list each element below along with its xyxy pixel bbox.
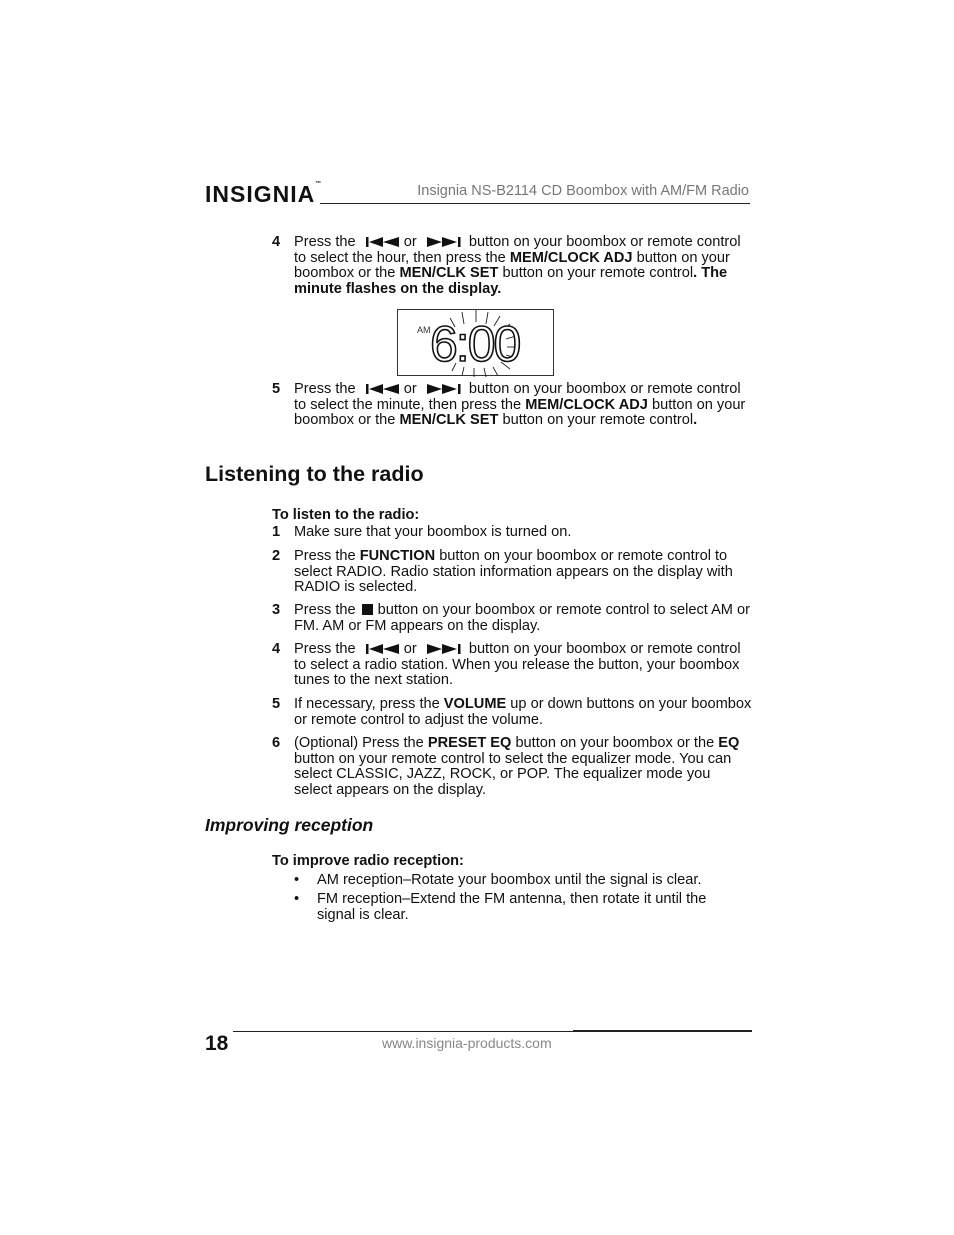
step-text: Press the [294, 381, 356, 397]
step-text: button on your remote control to select the equalizer mode. You can select CLASSIC, JAZZ, ROCK, or POP. The equalizer mode you select appears on the display. [294, 750, 732, 799]
or-text: or [403, 234, 417, 250]
step-text: Press the [294, 548, 356, 564]
bullet-text: FM reception–Extend the FM antenna, then rotate it until the signal is clear. [317, 891, 707, 923]
subsection-title: Improving reception [205, 815, 374, 835]
step-number: 1 [272, 524, 281, 540]
list-item [294, 873, 744, 889]
flash-note: . The minute flashes on the display. [294, 265, 728, 298]
step-text: button on your boombox or the [294, 396, 746, 429]
insignia-logo [205, 181, 321, 208]
step-number: 4 [272, 641, 281, 657]
step-text: button on your remote control [502, 412, 694, 429]
clock-step-4 [272, 235, 752, 298]
radio-step-6 [272, 736, 752, 799]
step-text: button on your boombox or remote control to select RADIO. Radio station information appears on the display with RADIO is selected. [294, 548, 733, 596]
preset-eq-label: PRESET EQ [427, 735, 512, 751]
bullet-text: AM reception–Rotate your boombox until the signal is clear. [317, 872, 702, 888]
footer-rule [233, 1031, 573, 1032]
step-number: 5 [272, 696, 281, 712]
step-text: button on your remote control [502, 265, 694, 282]
radio-step-5 [272, 697, 752, 728]
skip-forward-icon [427, 384, 461, 394]
radio-step-1 [272, 525, 752, 541]
stop-icon [362, 604, 373, 615]
radio-step-2 [272, 549, 752, 596]
skip-back-icon [366, 384, 400, 394]
step-text: button on your boombox or remote control to select a radio station. When you release the button, your boombox tunes to the next station. [294, 641, 741, 689]
men-clk-set-label: MEN/CLK SET [399, 265, 499, 282]
mem-clock-adj-label: MEM/CLOCK ADJ [509, 249, 633, 266]
step-number: 6 [272, 735, 281, 751]
subsection-lead: To improve radio reception: [272, 853, 464, 869]
step-text: button on your boombox or remote control to select the minute, then press the [294, 381, 741, 413]
period: . [693, 412, 698, 429]
section-lead: To listen to the radio: [272, 507, 420, 523]
step-text: Press the [294, 641, 356, 657]
step-text: Press the [294, 234, 356, 250]
step-text: button on your boombox or the [294, 249, 730, 282]
footer-url: www.insignia-products.com [382, 1035, 552, 1051]
step-text: button on your boombox or the [515, 735, 715, 751]
step-text: Press the [294, 602, 356, 618]
logo-text: INSIGNIA [205, 181, 316, 207]
list-item [294, 892, 744, 923]
step-number: 5 [272, 381, 281, 397]
header-rule [320, 203, 750, 204]
page-number: 18 [205, 1032, 229, 1055]
step-text: Make sure that your boombox is turned on. [294, 524, 572, 540]
clock-time: 6:00 [430, 316, 520, 372]
step-text: up or down buttons on your boombox or remote control to adjust the volume. [294, 696, 752, 728]
radio-step-3 [272, 603, 752, 634]
skip-forward-icon [427, 644, 461, 654]
footer-rule-thick [573, 1030, 752, 1032]
step-number: 4 [272, 234, 281, 250]
men-clk-set-label: MEN/CLK SET [399, 412, 499, 429]
step-number: 2 [272, 548, 281, 564]
eq-label: EQ [718, 735, 740, 751]
volume-label: VOLUME [443, 696, 507, 712]
skip-back-icon [366, 644, 400, 654]
section-title: Listening to the radio [205, 462, 424, 486]
skip-back-icon [366, 237, 400, 247]
or-text: or [403, 641, 417, 657]
clock-step-5 [272, 382, 752, 429]
step-text: button on your boombox or remote control to select the hour, then press the [294, 234, 741, 266]
step-text: If necessary, press the [294, 696, 440, 712]
function-label: FUNCTION [359, 548, 436, 564]
or-text: or [403, 381, 417, 397]
am-indicator: AM [417, 325, 431, 335]
trademark-mark: ™ [315, 181, 322, 187]
radio-step-4 [272, 642, 752, 689]
bullet-mark: • [294, 891, 300, 907]
skip-forward-icon [427, 237, 461, 247]
bullet-mark: • [294, 872, 300, 888]
mem-clock-adj-label: MEM/CLOCK ADJ [525, 396, 648, 413]
step-text: button on your boombox or remote control to select AM or FM. AM or FM appears on the display. [294, 602, 750, 634]
header-title: Insignia NS-B2114 CD Boombox with AM/FM Radio [417, 183, 749, 199]
step-number: 3 [272, 602, 281, 618]
step-text: (Optional) Press the [294, 735, 424, 751]
